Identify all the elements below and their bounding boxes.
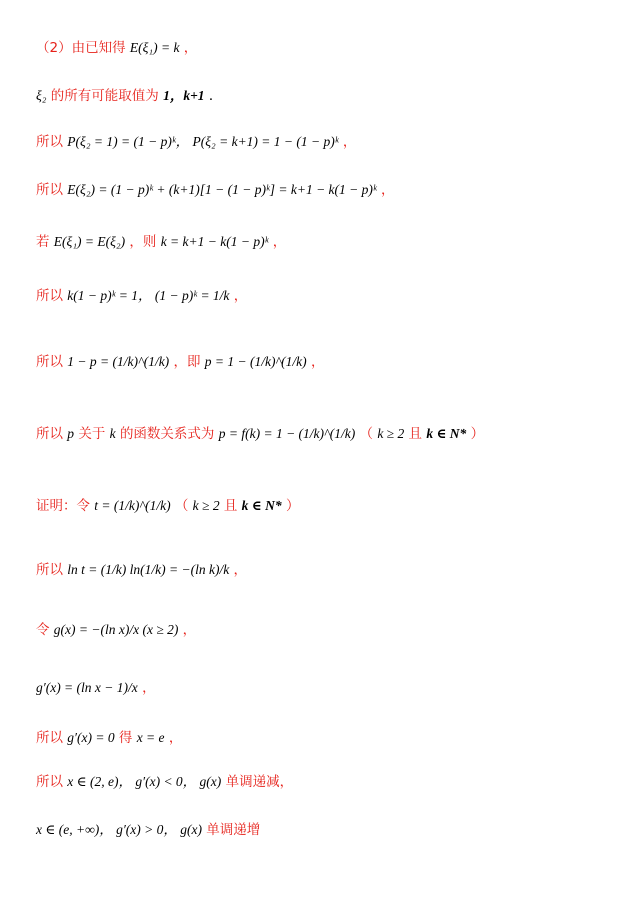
formula: k = k+1 − k(1 − p)ᵏ	[160, 234, 269, 249]
line-5	[36, 232, 286, 252]
text: 所以	[36, 134, 63, 150]
text: 单调递增	[206, 822, 261, 838]
text: 关于	[78, 426, 106, 442]
text: 证明：令	[36, 498, 90, 514]
line-9	[36, 496, 299, 516]
formula: p = f(k) = 1 − (1/k)^(1/k)	[218, 426, 356, 441]
text: 单调递减，	[225, 774, 294, 790]
text: ，	[182, 622, 197, 638]
line-11	[36, 620, 196, 640]
text: 且	[223, 498, 238, 514]
text: 所以	[36, 288, 63, 304]
text: ，	[310, 354, 325, 370]
text: 所以	[36, 182, 63, 198]
text: 若	[36, 234, 50, 250]
text: 所以	[36, 562, 63, 578]
text: 所以	[36, 354, 63, 370]
text: ）	[470, 426, 485, 442]
formula: k ∈ N*	[426, 426, 467, 441]
text: ．	[208, 88, 223, 104]
line-6	[36, 286, 247, 306]
text: ，	[233, 562, 247, 578]
line-8	[36, 424, 484, 444]
text: 令	[36, 622, 50, 638]
formula: E(ξ₁) = E(ξ₂)	[53, 234, 126, 249]
text: ，	[342, 134, 357, 150]
line-2	[36, 86, 222, 106]
text: 得	[118, 730, 133, 746]
text: ）	[285, 498, 300, 514]
formula: k(1 − p)ᵏ = 1， (1 − p)ᵏ = 1/k	[67, 288, 230, 303]
formula: k ≥ 2	[377, 426, 405, 441]
text: （	[359, 426, 374, 442]
text: ，	[168, 730, 183, 746]
formula: k ∈ N*	[241, 498, 282, 513]
formula: x = e	[136, 730, 165, 745]
text: ，	[233, 288, 248, 304]
line-12	[36, 678, 156, 698]
text: （	[174, 498, 189, 514]
formula: ξ₂	[36, 88, 47, 103]
formula: E(ξ₁) = k	[129, 40, 180, 55]
text: 的所有可能取值为	[50, 88, 159, 104]
line-10	[36, 560, 247, 580]
text: ，即	[173, 354, 201, 370]
line-4	[36, 180, 395, 200]
text: ，	[142, 680, 156, 696]
text: ，	[381, 182, 395, 198]
formula: 1，k+1	[163, 88, 205, 103]
formula: E(ξ₂) = (1 − p)ᵏ + (k+1)[1 − (1 − p)ᵏ] = k+1 − k(1 − p)ᵏ	[67, 182, 377, 197]
formula: p	[67, 426, 75, 441]
formula: g′(x) = 0	[67, 730, 115, 745]
line-3	[36, 132, 356, 152]
line-1	[36, 38, 197, 58]
formula: t = (1/k)^(1/k)	[94, 498, 171, 513]
formula: g′(x) = (ln x − 1)/x	[36, 680, 138, 695]
text: 且	[408, 426, 423, 442]
text: （2）由已知得	[36, 40, 126, 56]
formula: x ∈ (2, e)， g′(x) < 0， g(x)	[67, 774, 222, 789]
line-13	[36, 728, 182, 748]
formula: p = 1 − (1/k)^(1/k)	[204, 354, 307, 369]
text: 的函数关系式为	[119, 426, 215, 442]
text: 所以	[36, 774, 63, 790]
formula: k	[109, 426, 116, 441]
text: 所以	[36, 426, 63, 442]
formula: ln t = (1/k) ln(1/k) = −(ln k)/k	[67, 562, 230, 577]
formula: x ∈ (e, +∞)， g′(x) > 0， g(x)	[36, 822, 202, 837]
line-15	[36, 820, 260, 840]
line-14	[36, 772, 293, 792]
text: ，则	[129, 234, 157, 250]
line-7	[36, 352, 324, 372]
formula: k ≥ 2	[192, 498, 220, 513]
formula: P(ξ₂ = 1) = (1 − p)ᵏ， P(ξ₂ = k+1) = 1 − (1 − p)ᵏ	[67, 134, 339, 149]
formula: 1 − p = (1/k)^(1/k)	[67, 354, 170, 369]
text: ，	[272, 234, 287, 250]
formula: g(x) = −(ln x)/x (x ≥ 2)	[53, 622, 179, 637]
text: ，	[183, 40, 198, 56]
text: 所以	[36, 730, 63, 746]
